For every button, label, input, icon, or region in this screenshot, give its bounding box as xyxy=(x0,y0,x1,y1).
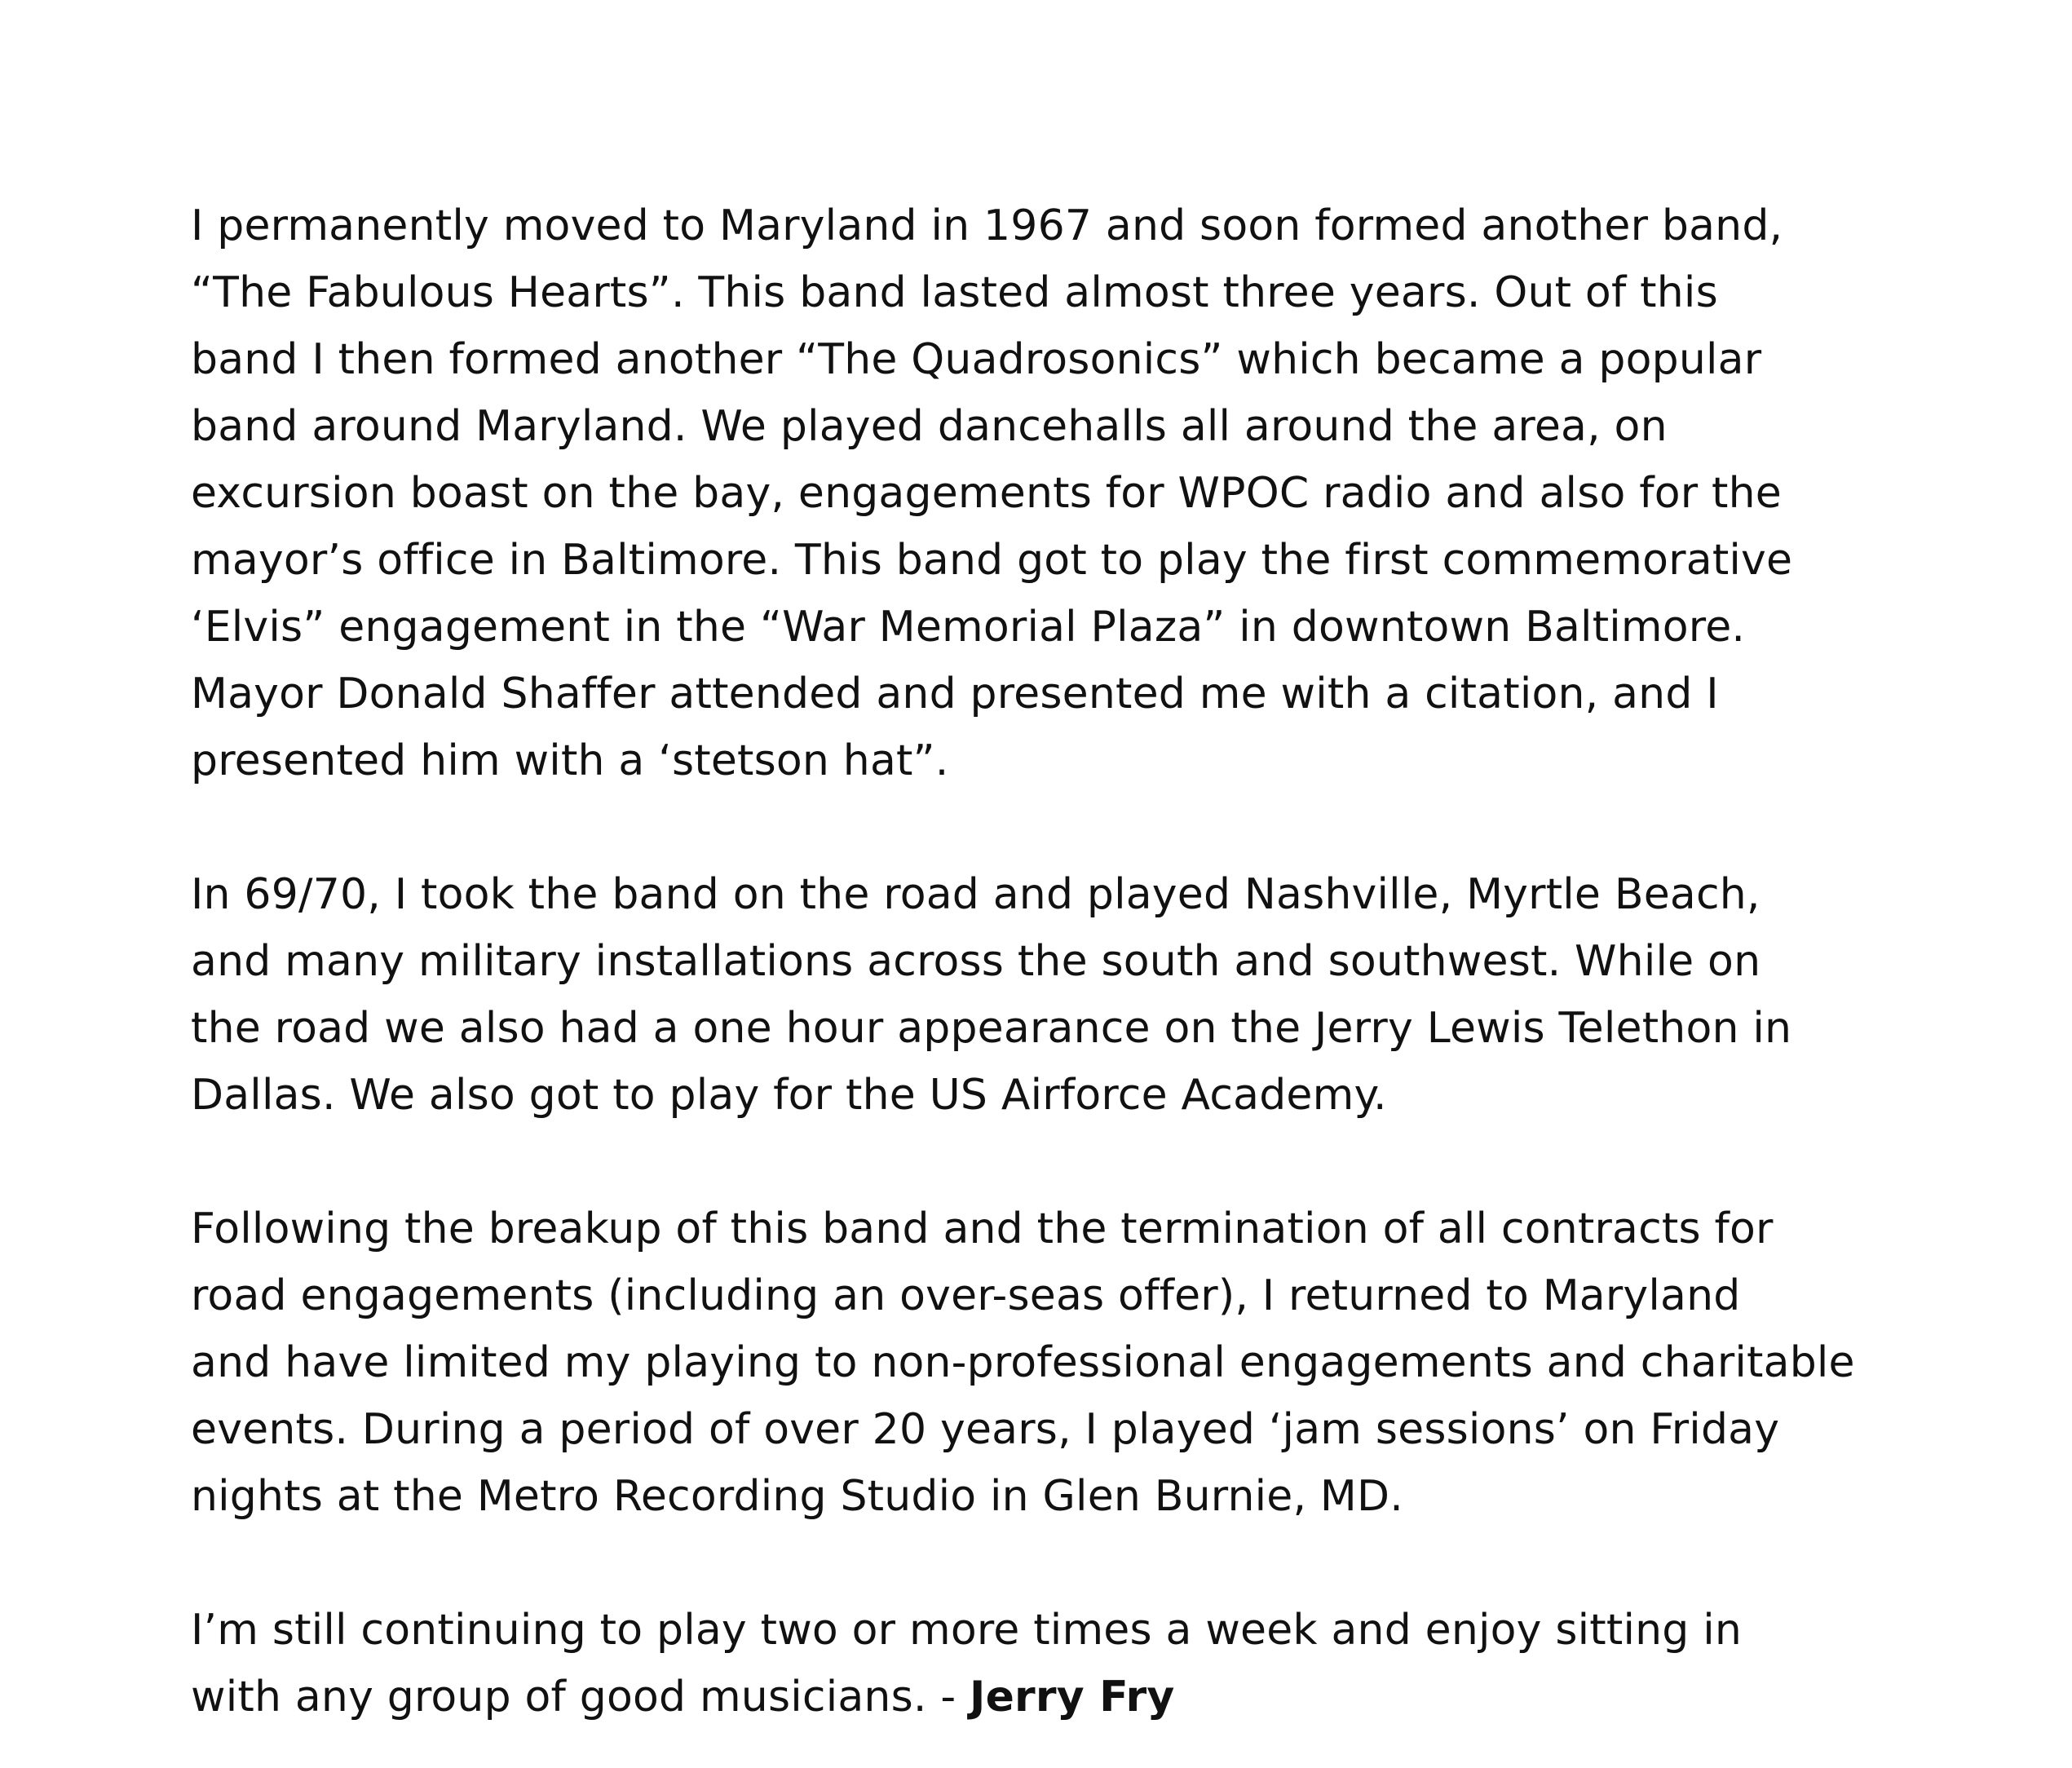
paragraph-3: Following the breakup of this band and the termination of all contracts for road engagements (including an over-seas offer), I returned to Maryland and have limited my playing to non-professional engagements and charitable events. During a period of over 20 years, I played ‘jam sessions’ on Friday nights at the Metro Recording Studio in Glen Burnie, MD. xyxy=(191,1204,1855,1521)
paragraph-closing xyxy=(191,1597,1936,1730)
paragraph-1: I permanently moved to Maryland in 1967 and soon formed another band, “The Fabulous Hearts”. This band lasted almost three years. Out of this band I then formed another “The Quadrosonics” which became a popular band around Maryland. We played dancehalls all around the area, on excursion boast on the bay, engagements for WPOC radio and also for the mayor’s office in Baltimore. This band got to play the first commemorative ‘Elvis” engagement in the “War Memorial Plaza” in downtown Baltimore. Mayor Donald Shaffer attended and presented me with a citation, and I presented him with a ‘stetson hat”. xyxy=(191,201,1793,785)
document-body xyxy=(191,192,1936,1730)
closing-text: I’m still continuing to play two or more times a week and enjoy sitting in with any group of good musicians. - xyxy=(191,1606,1743,1722)
signature: Jerry Fry xyxy=(970,1673,1175,1722)
paragraph-2: In 69/70, I took the band on the road and played Nashville, Myrtle Beach, and many military installations across the south and southwest. While on the road we also had a one hour appearance on the Jerry Lewis Telethon in Dallas. We also got to play for the US Airforce Academy. xyxy=(191,870,1792,1120)
